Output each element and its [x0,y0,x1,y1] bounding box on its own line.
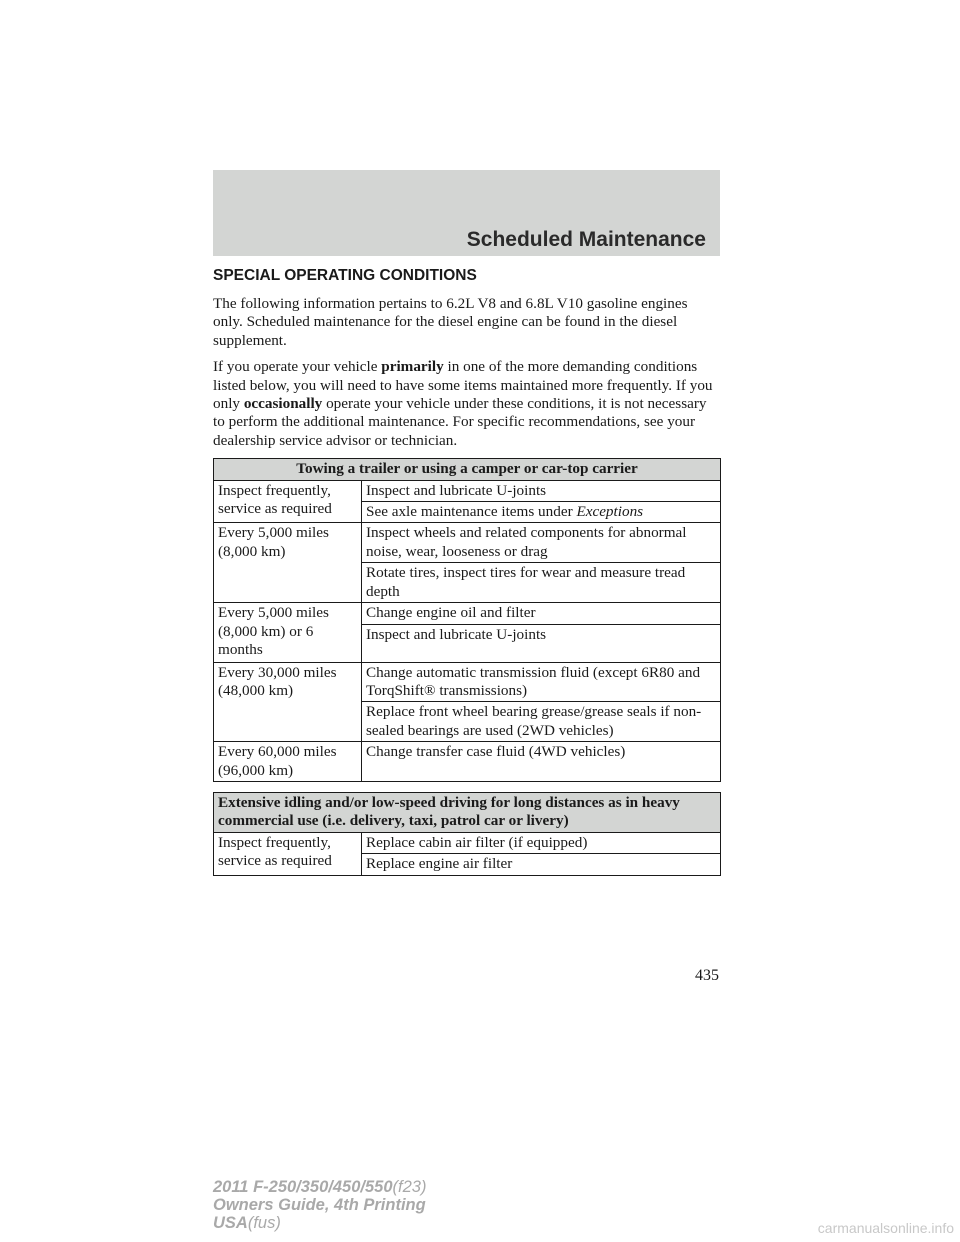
exceptions-reference: Exceptions [576,503,644,521]
idling-maintenance-table [213,792,721,876]
task-cell: Change automatic transmission fluid (except 6R80 and TorqShift® transmissions) [362,662,721,702]
footer-code: (f23) [392,1178,427,1196]
footer-imprint [213,1178,426,1232]
footer-line [213,1214,426,1232]
interval-cell: Inspect frequently, service as required [214,480,362,523]
interval-cell: Every 30,000 miles (48,000 km) [214,662,362,742]
footer-line [213,1196,426,1214]
task-cell: Inspect and lubricate U-joints [362,624,721,662]
interval-cell: Every 5,000 miles (8,000 km) [214,523,362,603]
section-heading: SPECIAL OPERATING CONDITIONS [213,267,477,284]
footer-region-code: (fus) [247,1214,281,1232]
conditions-paragraph [213,358,720,450]
interval-cell: Inspect frequently, service as required [214,832,362,875]
footer-line [213,1178,426,1196]
paragraph-text: operate your vehicle under these conditions, it is not necessary to perform the additional maintenance. For specific recommendations, see your dealership service advisor or technician. [213,395,707,449]
emphasis-occasionally: occasionally [243,395,323,413]
table-row [214,832,721,853]
emphasis-primarily: primarily [381,358,444,376]
paragraph-text: in one of the more demanding conditions listed below, you will need to have some items maintained more frequently. If you only [213,358,713,413]
footer-region: USA [213,1214,248,1232]
watermark: carmanualsonline.info [817,1220,954,1236]
task-cell: Replace cabin air filter (if equipped) [362,832,721,853]
table-row [214,480,721,501]
table-row [214,523,721,563]
table-row [214,603,721,624]
interval-cell: Every 60,000 miles (96,000 km) [214,742,362,782]
table-row [214,662,721,702]
task-cell: Rotate tires, inspect tires for wear and measure tread depth [362,563,721,603]
towing-maintenance-table [213,458,721,782]
table-row [214,742,721,782]
table-header-row [214,792,721,832]
task-cell [362,502,721,523]
task-cell: Replace engine air filter [362,854,721,875]
task-cell: Change transfer case fluid (4WD vehicles) [362,742,721,782]
page-number: 435 [695,967,719,984]
interval-cell: Every 5,000 miles (8,000 km) or 6 months [214,603,362,662]
table-title: Towing a trailer or using a camper or car-top carrier [214,459,721,480]
page-title: Scheduled Maintenance [466,228,706,251]
header-band [213,170,720,256]
task-text: See axle maintenance items under [366,503,577,521]
paragraph-text: If you operate your vehicle [213,358,382,376]
main-content [213,266,720,876]
footer-edition: Owners Guide, 4th Printing [213,1196,426,1214]
task-cell: Change engine oil and filter [362,603,721,624]
task-cell: Replace front wheel bearing grease/grease seals if non-sealed bearings are used (2WD vehicles) [362,702,721,742]
intro-paragraph: The following information pertains to 6.2L V8 and 6.8L V10 gasoline engines only. Scheduled maintenance for the diesel engine can be found in the diesel supplement. [213,295,688,349]
task-cell: Inspect wheels and related components for abnormal noise, wear, looseness or drag [362,523,721,563]
table-header-row [214,459,721,480]
footer-model: 2011 F-250/350/450/550 [213,1178,393,1196]
table-title: Extensive idling and/or low-speed driving for long distances as in heavy commercial use (i.e. delivery, taxi, patrol car or livery) [214,792,721,832]
task-cell: Inspect and lubricate U-joints [362,480,721,501]
